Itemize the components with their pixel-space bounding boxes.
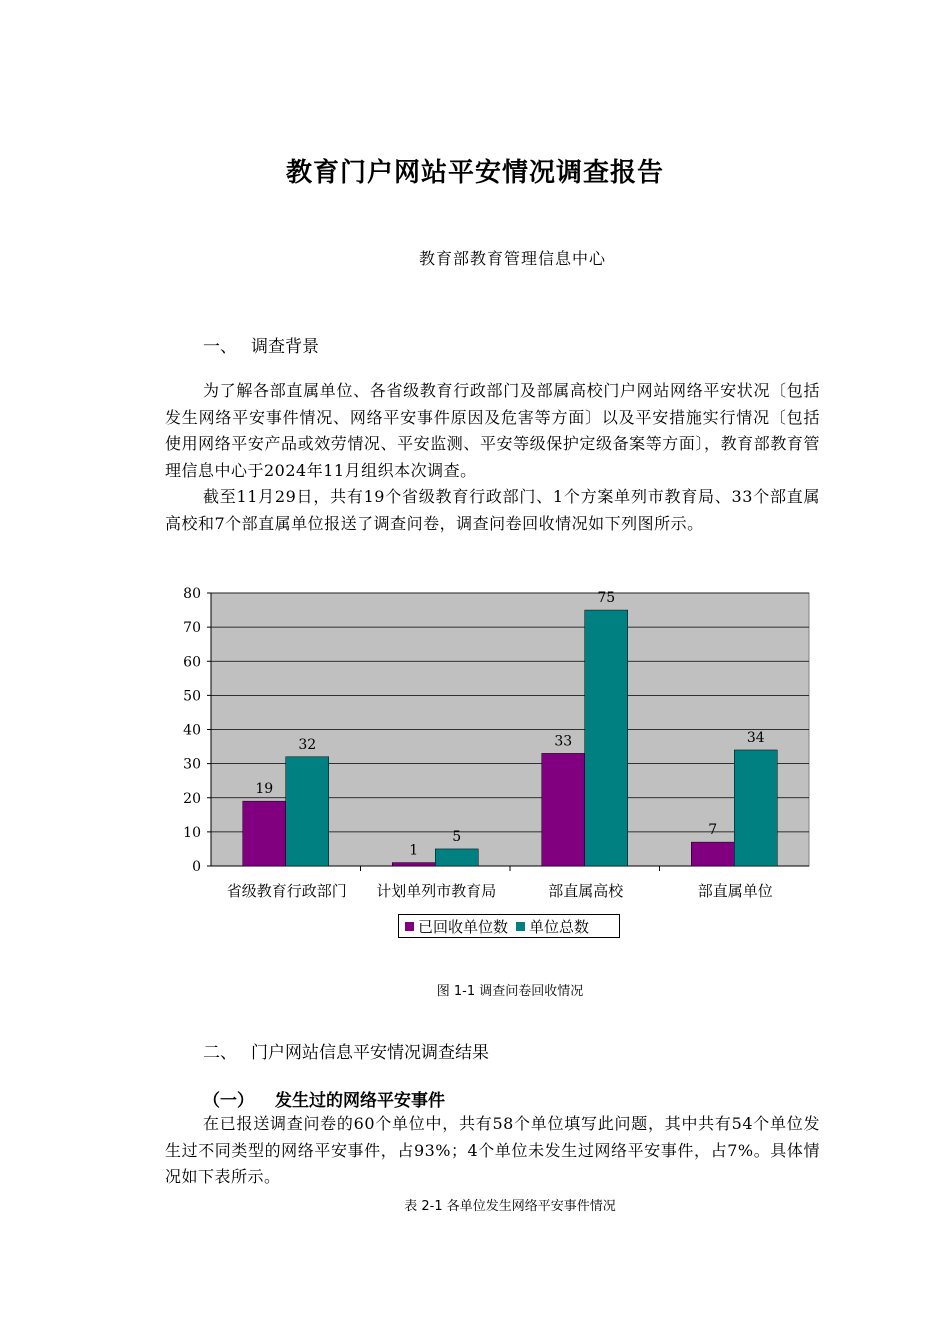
author: 教育部教育管理信息中心	[418, 249, 606, 268]
section-heading-results	[203, 1038, 489, 1063]
bar	[691, 842, 734, 866]
legend-label-total: 单位总数	[529, 917, 590, 936]
x-tick-label: 部直属高校	[548, 882, 624, 900]
bar	[392, 863, 435, 866]
y-tick-label: 10	[183, 824, 201, 841]
section-number: 二、	[203, 1043, 237, 1063]
x-tick-label: 计划单列市教育局	[376, 882, 497, 900]
y-tick-label: 70	[183, 620, 201, 637]
paragraph-background-1: 为了解各部直属单位、各省级教育行政部门及部属高校门户网站网络平安状况〔包括发生网络平安事件情况、网络平安事件原因及危害等方面〕以及平安措施实行情况〔包括使用网络平安产品或效劳情况、平安监测、平安等级保护定级备案等方面〕，教育部教育管理信息中心于2024年11月组织本次调查。	[165, 381, 820, 480]
section-title: 调查背景	[251, 337, 319, 357]
data-label: 1	[409, 842, 419, 859]
bar	[585, 610, 628, 866]
bar	[286, 757, 329, 866]
y-tick-label: 60	[183, 654, 201, 671]
bar	[542, 753, 585, 866]
paragraph-background-2: 截至11月29日，共有19个省级教育行政部门、1个方案单列市教育局、33个部直属高校和7个部直属单位报送了调查问卷，调查问卷回收情况如下列图所示。	[165, 487, 820, 533]
data-label: 7	[708, 822, 718, 839]
y-tick-label: 80	[183, 586, 201, 602]
chart-legend	[398, 914, 620, 938]
legend-label-collected: 已回收单位数	[418, 917, 509, 936]
y-tick-label: 50	[183, 688, 201, 705]
table-caption: 表 2-1 各单位发生网络平安事件情况	[404, 1199, 616, 1214]
data-label: 5	[452, 828, 462, 845]
x-tick-label: 部直属单位	[697, 882, 773, 900]
legend-swatch-collected	[405, 922, 414, 931]
bar	[243, 801, 286, 866]
subsection-heading	[203, 1086, 445, 1111]
legend-item-collected	[405, 916, 508, 937]
data-label: 33	[554, 733, 573, 750]
bar	[734, 750, 777, 866]
data-label: 32	[298, 736, 317, 753]
subsection-title: 发生过的网络平安事件	[275, 1091, 445, 1111]
paragraph-incidents: 在已报送调查问卷的60个单位中，共有58个单位填写此问题，其中共有54个单位发生过不同类型的网络平安事件，占93%；4个单位未发生过网络平安事件，占7%。具体情况如下表所示。	[165, 1114, 820, 1186]
page-title: 教育门户网站平安情况调查报告	[285, 158, 664, 188]
x-tick-label: 省级教育行政部门	[226, 882, 347, 900]
y-tick-label: 20	[183, 790, 201, 807]
data-label: 75	[597, 590, 616, 607]
section-title: 门户网站信息平安情况调查结果	[251, 1043, 489, 1063]
bar	[435, 849, 478, 866]
data-label: 19	[255, 781, 274, 798]
y-tick-label: 30	[183, 756, 201, 773]
figure-caption: 图 1-1 调查问卷回收情况	[436, 984, 584, 999]
legend-swatch-total	[516, 922, 525, 931]
subsection-number: （一）	[203, 1091, 254, 1111]
data-label: 34	[746, 729, 765, 746]
y-tick-label: 40	[183, 722, 201, 739]
section-number: 一、	[203, 337, 237, 357]
y-tick-label: 0	[192, 859, 201, 875]
section-heading-background	[203, 332, 319, 357]
legend-item-total	[516, 916, 589, 937]
bar-chart	[165, 578, 825, 908]
